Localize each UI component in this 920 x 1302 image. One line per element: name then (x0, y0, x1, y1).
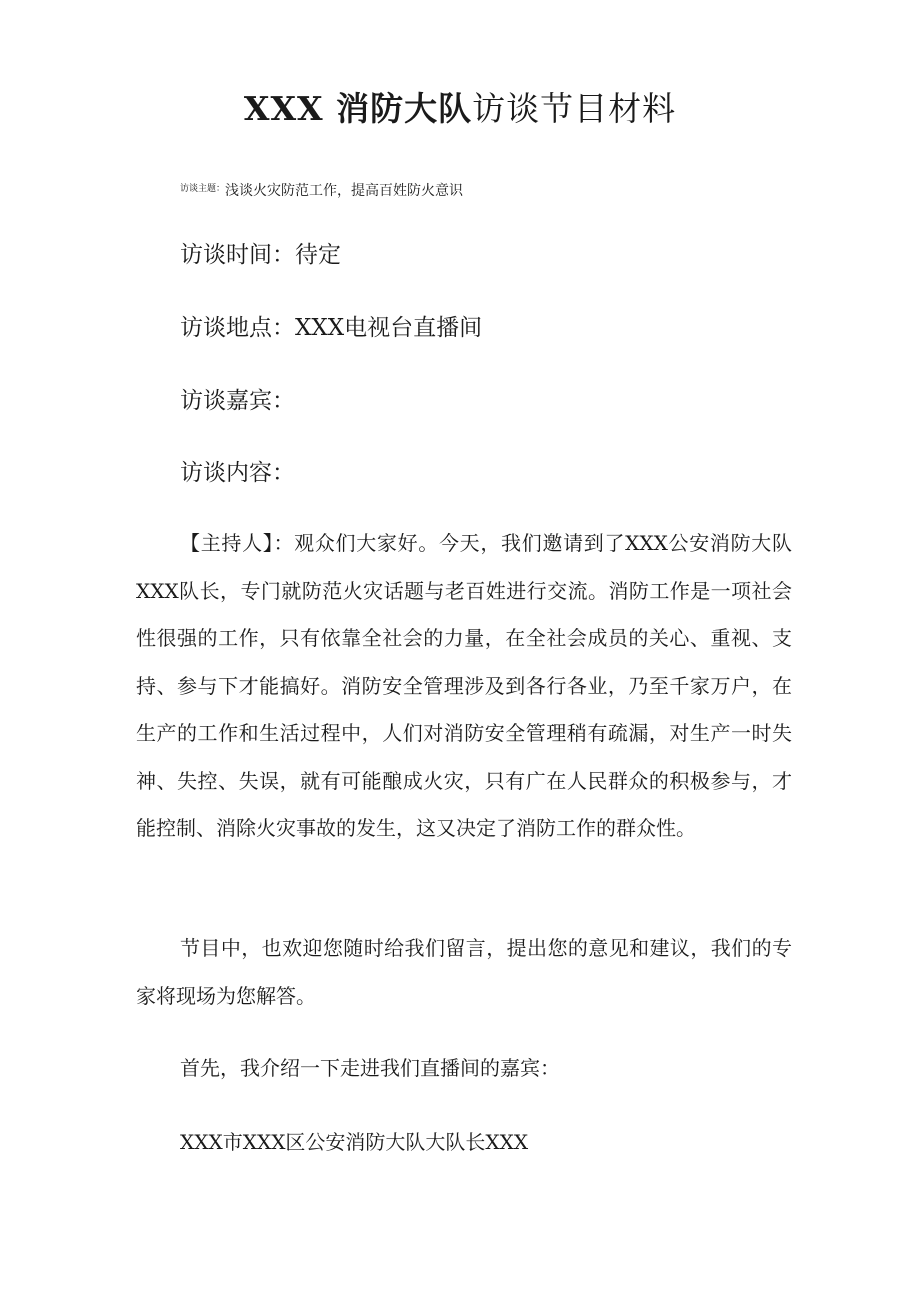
interview-topic (180, 178, 463, 202)
title-bold-part: XXX 消防大队 (243, 89, 473, 128)
guest-intro-line: 首先，我介绍一下走进我们直播间的嘉宾： (180, 1056, 560, 1080)
message-paragraph: 节目中，也欢迎您随时给我们留言，提出您的意见和建议，我们的专家将现场为您解答。 (136, 936, 792, 1008)
topic-label: 访谈主题： (180, 184, 226, 194)
host-paragraph: 【主持人】：观众们大家好。今天，我们邀请到了XXX公安消防大队XXX队长，专门就防范火灾话题与老百姓进行交流。消防工作是一项社会性很强的工作，只有依靠全社会的力量，在全社会成员的关心、重视、支持、参与下才能搞好。消防安全管理涉及到各行各业，乃至千家万户，在生产的工作和生活过程中，人们对消防安全管理稍有疏漏，对生产一时失神、失控、失误，就有可能酿成火灾，只有广在人民群众的积极参与，才能控制、消除火灾事故的发生，这又决定了消防工作的群众性。 (136, 531, 792, 840)
guest-name-line: XXX市XXX区公安消防大队大队长XXX (180, 1130, 529, 1154)
interview-guest-label: 访谈嘉宾： (180, 388, 295, 414)
title-rest-part: 访谈节目材料 (472, 89, 677, 128)
interview-time: 访谈时间：待定 (180, 242, 341, 268)
document-title (0, 84, 920, 134)
topic-text: 浅谈火灾防范工作，提高百姓防火意识 (225, 183, 464, 199)
interview-content-label: 访谈内容： (180, 460, 295, 486)
interview-location: 访谈地点：XXX电视台直播间 (180, 315, 483, 341)
